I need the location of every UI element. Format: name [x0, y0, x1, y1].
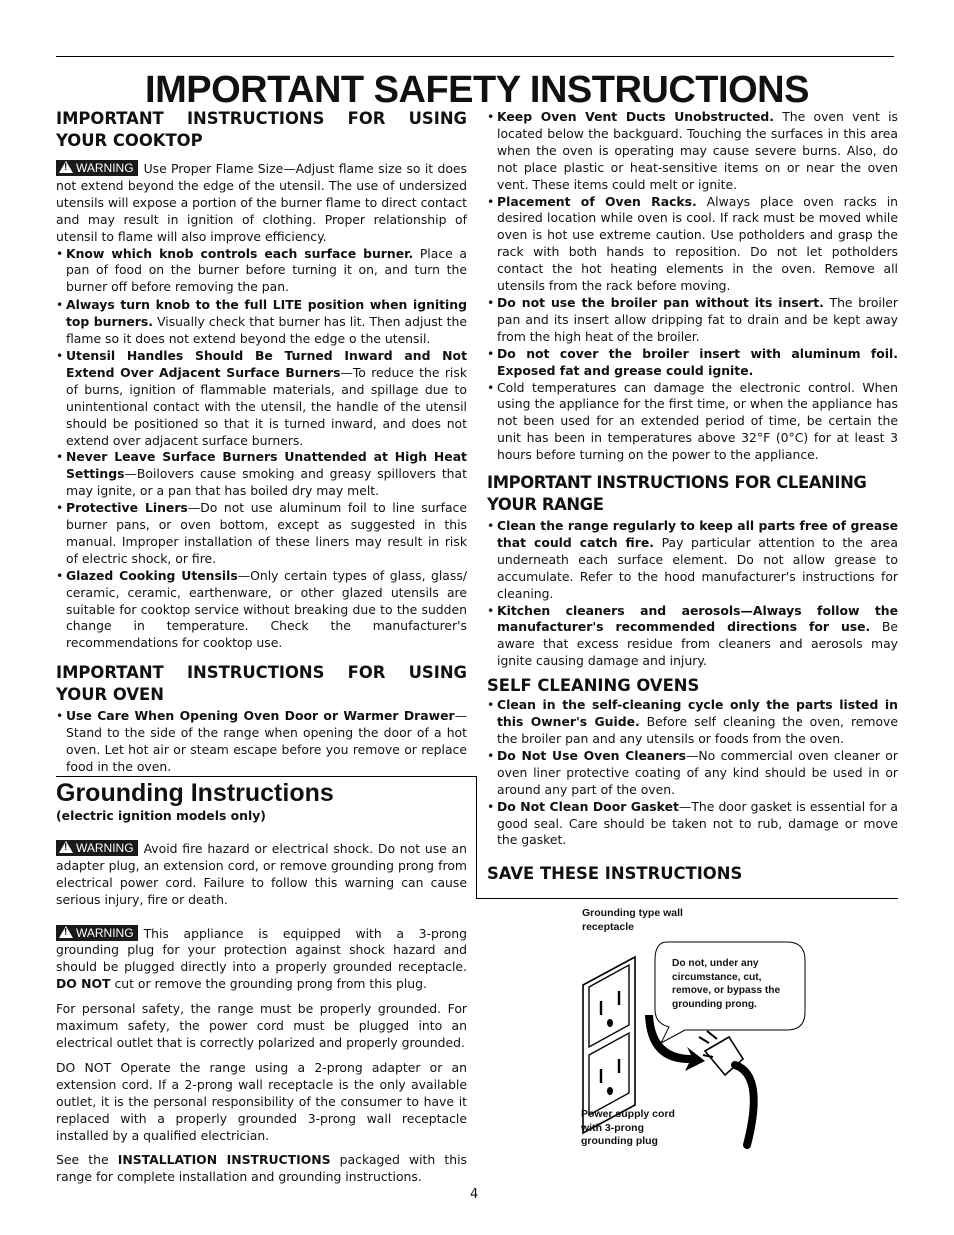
grounding-warning-2: ! WARNING This appliance is equipped with a 3-prong grounding plug for your protection against shock hazard and should be plugged directly into a properly grounded receptacle. DO NOT cut or remove the grounding prong from this plug. — [56, 925, 467, 992]
warning-triangle-icon: ! — [59, 161, 73, 173]
grounding-para-3: See the INSTALLATION INSTRUCTIONS packaged with this range for complete installation and grounding instructions. — [56, 1152, 468, 1185]
oven-heading: IMPORTANT INSTRUCTIONS FOR USING YOUR OVEN — [56, 663, 467, 705]
warning-badge: ! WARNING — [56, 840, 138, 856]
page-number: 4 — [470, 1187, 479, 1202]
grounding-subtitle: (electric ignition models only) — [56, 808, 266, 823]
list-item: • Do Not Clean Door Gasket—The door gasket is essential for a good seal. Care should be taken not to rub, damage or move the gasket. — [487, 799, 898, 850]
cooktop-warning: ! WARNING Use Proper Flame Size—Adjust flame size so it does not extend beyond the edge of the utensil. The use of undersized utensils will expose a portion of the burner flame to direct contact and may result in ignition of clothing. Proper relationship of utensil to flame will also improve efficiency. — [56, 161, 467, 244]
grounding-section — [56, 778, 467, 1186]
list-item: • Cold temperatures can damage the electronic control. When using the appliance for the first time, or when the appliance has not been used for an extended period of time, be certain the unit has been in temperatures above 32°F (0°C) for at least 3 hours before turning on the power to the appliance. — [487, 380, 898, 465]
list-item: • Protective Liners—Do not use aluminum foil to line surface burner pans, or oven bottom, except as suggested in this manual. Improper installation of these liners may result in risk of electric shock, or fire. — [56, 500, 467, 568]
list-item: • Glazed Cooking Utensils—Only certain types of glass, glass/ ceramic, ceramic, earthenware, or other glazed utensils are suitable for cooktop service without breaking due to the sudden change in temperature. Check the manufacturer's recommendations for cooktop use. — [56, 568, 467, 653]
grounding-para-2: DO NOT Operate the range using a 2-prong adapter or an extension cord. If a 2-prong wall receptacle is the only available outlet, it is the personal responsibility of the consumer to have it replaced with a properly grounded 3-prong wall receptacle installed by a qualified electrician. — [56, 1059, 467, 1143]
list-item: • Know which knob controls each surface burner. Place a pan of food on the burner before turning it on, and turn the burner off before removing the pan. — [56, 246, 467, 297]
list-item: • Do Not Use Oven Cleaners—No commercial oven cleaner or oven liner protective coating of any kind should be used in or around any part of the oven. — [487, 748, 898, 799]
list-item: • Never Leave Surface Burners Unattended at High Heat Settings—Boilovers cause smoking and greasy spillovers that may ignite, or a pan that has boiled dry may melt. — [56, 449, 467, 500]
list-item: • Clean the range regularly to keep all parts free of grease that could catch fire. Pay particular attention to the area underneath each surface element. Do not allow grease to accumulate. Refer to the hood manufacturer's instructions for cleaning. — [487, 518, 898, 603]
cord-label: Power supply cord with 3-prong grounding plug — [581, 1108, 675, 1147]
list-item: • Clean in the self-cleaning cycle only the parts listed in this Owner's Guide. Before self cleaning the oven, remove the broiler pan and any utensils or foods from the oven. — [487, 697, 898, 748]
list-item: • Always turn knob to the full LITE position when igniting top burners. Visually check that burner has lit. Then adjust the flame so it does not extend beyond the edge o the utensil. — [56, 297, 467, 348]
warning-triangle-icon: ! — [59, 841, 73, 853]
warning-badge: ! WARNING — [56, 925, 138, 941]
grounding-bottom-rule — [476, 898, 898, 899]
grounding-vertical-rule — [476, 776, 477, 899]
cooktop-list — [56, 246, 467, 653]
warning-badge: ! WARNING — [56, 160, 138, 176]
page-title: IMPORTANT SAFETY INSTRUCTIONS — [145, 69, 809, 111]
list-item: • Kitchen cleaners and aerosols—Always follow the manufacturer's recommended directions for use. Be aware that excess residue from cleaners and aerosols may ignite causing damage and injury. — [487, 603, 898, 671]
grounding-rule — [56, 776, 476, 777]
power-cord — [735, 1065, 754, 1145]
grounding-title: Grounding Instructions — [56, 779, 334, 807]
list-item: • Utensil Handles Should Be Turned Inward and Not Extend Over Adjacent Surface Burners—To reduce the risk of burns, ignition of flammable materials, and spillage due to unintentional contact with the utensil, the handle of the utensil should be positioned so that it is turned inward, and does not extend over adjacent surface burners. — [56, 348, 467, 449]
list-item: • Do not use the broiler pan without its insert. The broiler pan and its insert allow dripping fat to drain and be kept away from the high heat of the broiler. — [487, 295, 898, 346]
list-item: • Use Care When Opening Oven Door or Warmer Drawer—Stand to the side of the range when opening the door of a hot oven. Let hot air or steam escape before you remove or replace food in the oven. — [56, 708, 467, 776]
top-rule — [56, 56, 894, 57]
grounding-warning-1: ! WARNING Avoid fire hazard or electrical shock. Do not use an adapter plug, an extension cord, or remove grounding prong from electrical power cord. Failure to follow this warning can cause serious injury, fire or death. — [56, 840, 467, 907]
list-item: • Placement of Oven Racks. Always place oven racks in desired location while oven is cool. If rack must be moved while oven is hot use extreme caution. Use potholders and grasp the rack with both hands to reposition. Do not let potholders contact the hot heating elements in the oven. Remove all utensils from the rack before moving. — [487, 194, 898, 295]
list-item: • Keep Oven Vent Ducts Unobstructed. The oven vent is located below the backguard. Touching the surfaces in this area when the oven is operating may cause severe burns. Also, do not place plastic or heat-sensitive items on or near the oven vent. These items could melt or ignite. — [487, 109, 898, 194]
left-column — [56, 108, 467, 776]
cooktop-heading: IMPORTANT INSTRUCTIONS FOR USING YOUR COOKTOP — [56, 109, 467, 150]
save-instructions: SAVE THESE INSTRUCTIONS — [487, 864, 743, 884]
grounding-para-1: For personal safety, the range must be properly grounded. For maximum safety, the power cord must be plugged into an electrical outlet that is correctly polarized and properly grounded. — [56, 1001, 467, 1050]
warning-triangle-icon: ! — [59, 926, 73, 938]
callout-label: Do not, under any circumstance, cut, remove, or bypass the grounding prong. — [672, 958, 781, 1010]
list-item: • Do not cover the broiler insert with aluminum foil. Exposed fat and grease could ignite. — [487, 346, 898, 380]
right-column — [487, 109, 898, 885]
cleaning-heading: IMPORTANT INSTRUCTIONS FOR CLEANING YOUR RANGE — [487, 473, 867, 515]
grounding-figure — [575, 905, 815, 1155]
selfclean-heading: SELF CLEANING OVENS — [487, 676, 700, 696]
receptacle-label: Grounding type wall receptacle — [582, 907, 683, 933]
